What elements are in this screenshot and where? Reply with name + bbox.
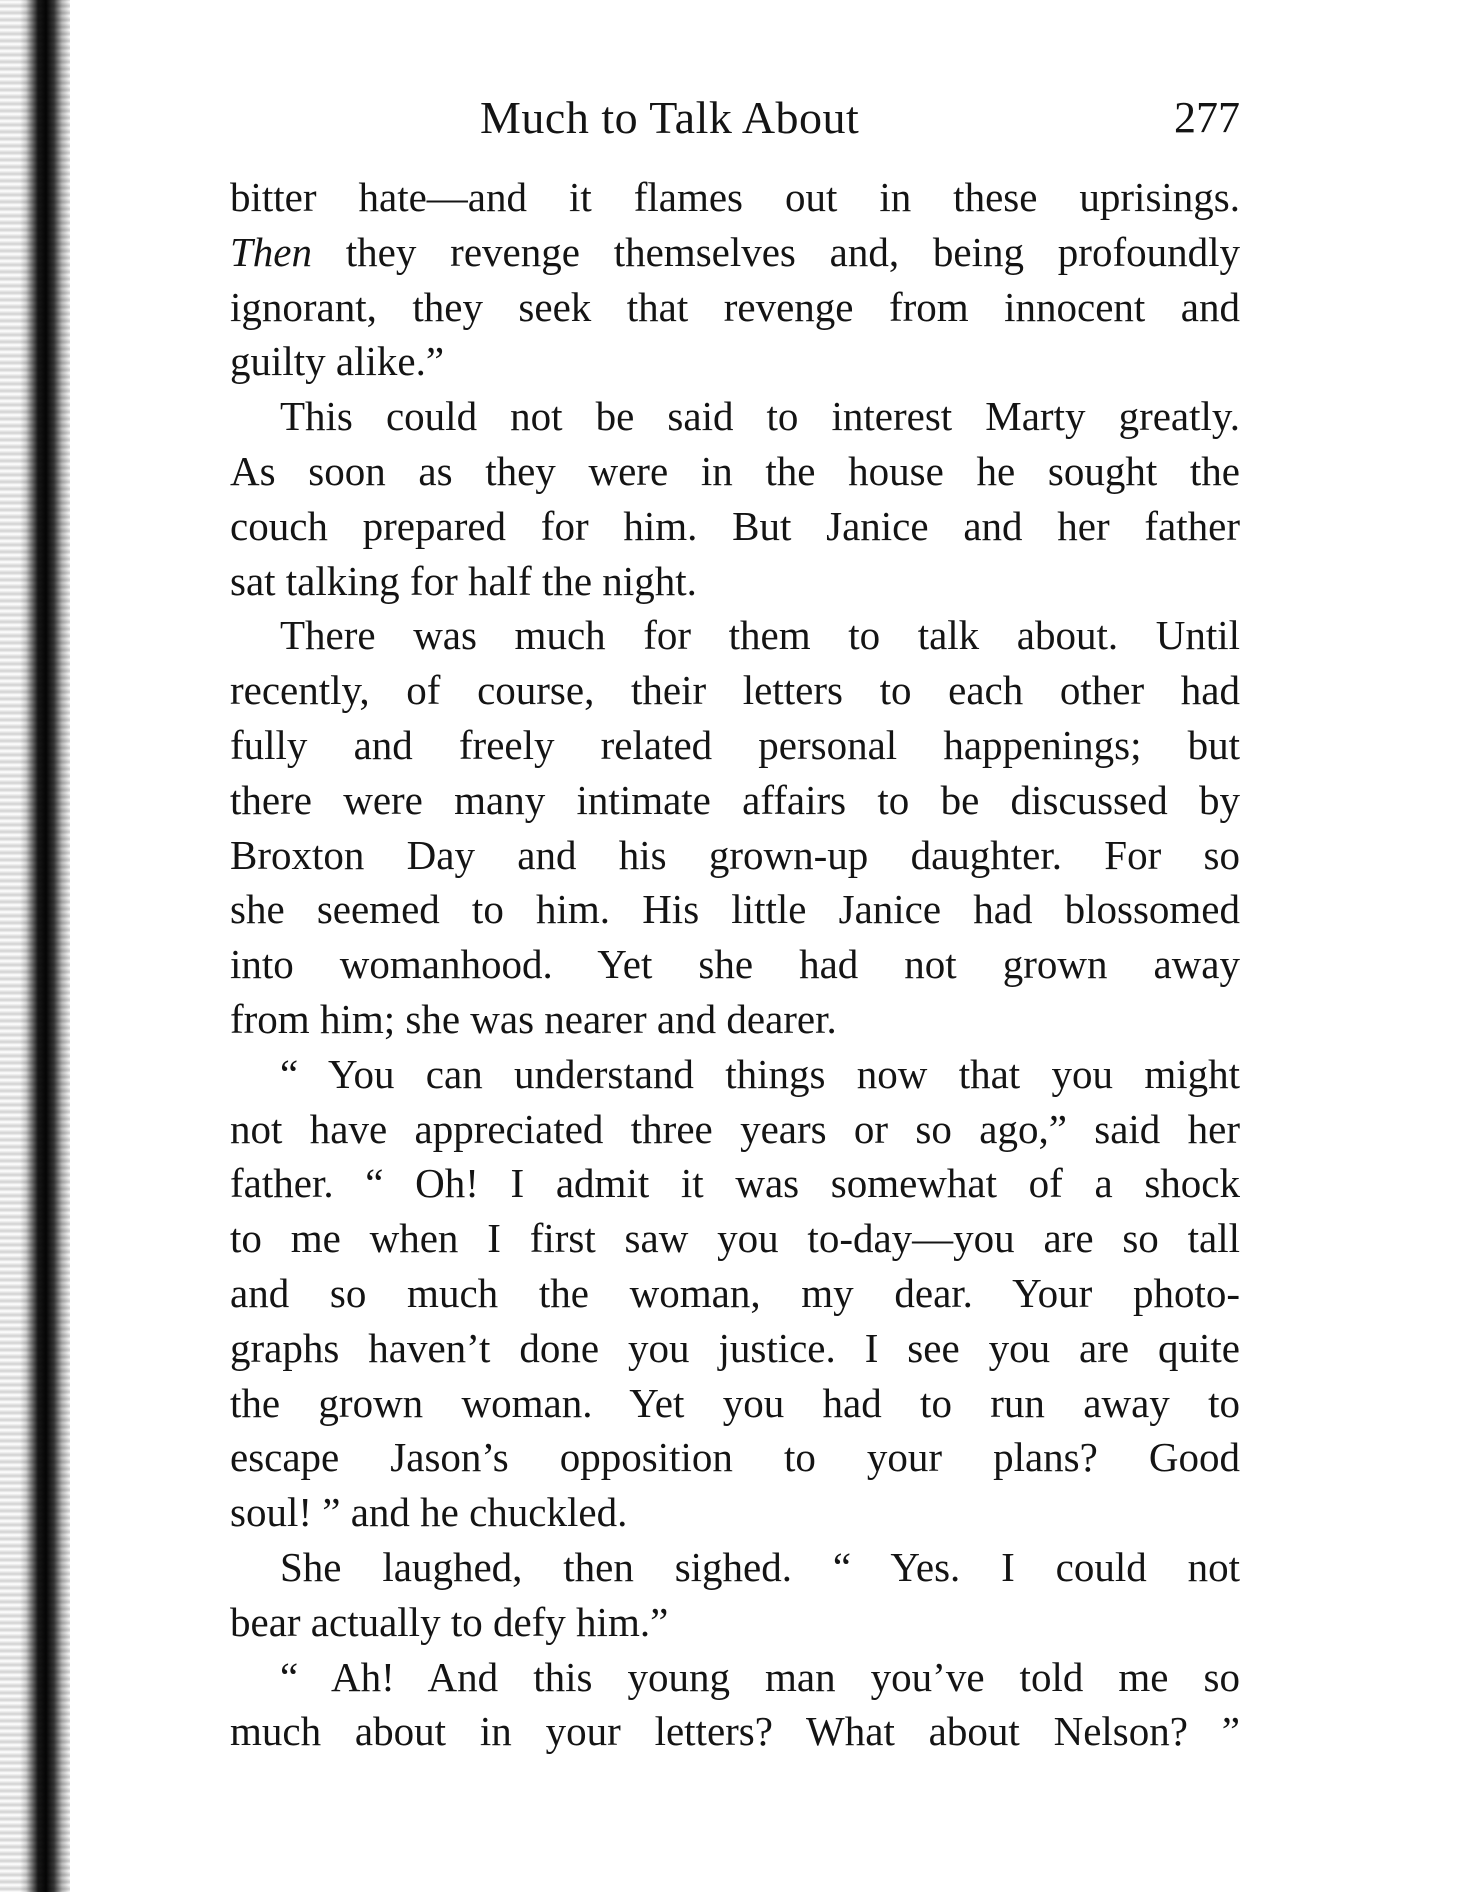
text-line: bear actually to defy him.” bbox=[230, 1598, 669, 1645]
text-line: father. “ Oh! I admit it was somewhat of a shock bbox=[230, 1160, 1240, 1207]
text-line: there were many intimate affairs to be discussed by bbox=[230, 776, 1240, 823]
text-line: she seemed to him. His little Janice had blossomed bbox=[230, 886, 1240, 933]
text-line: escape Jason’s opposition to your plans? Good bbox=[230, 1434, 1240, 1481]
line-text: they revenge themselves and, being profoundly bbox=[312, 228, 1240, 275]
text-line: much about in your letters? What about Nelson? ” bbox=[230, 1708, 1240, 1755]
text-line: She laughed, then sighed. “ Yes. I could not bbox=[280, 1543, 1240, 1590]
body-text bbox=[230, 170, 1240, 1759]
text-line: guilty alike.” bbox=[230, 338, 445, 385]
page-header bbox=[230, 88, 1240, 148]
text-line: “ You can understand things now that you might bbox=[280, 1050, 1240, 1097]
text-line: sat talking for half the night. bbox=[230, 557, 697, 604]
text-line: and so much the woman, my dear. Your photo- bbox=[230, 1269, 1240, 1316]
text-line: soul! ” and he chuckled. bbox=[230, 1489, 628, 1536]
text-line: from him; she was nearer and dearer. bbox=[230, 995, 837, 1042]
book-binding-edge bbox=[0, 0, 70, 1892]
text-line: fully and freely related personal happenings; but bbox=[230, 721, 1240, 768]
page-number: 277 bbox=[1174, 93, 1240, 142]
text-line: couch prepared for him. But Janice and her father bbox=[230, 502, 1240, 549]
text-line: ignorant, they seek that revenge from innocent and bbox=[230, 283, 1240, 330]
text-line: This could not be said to interest Marty greatly. bbox=[280, 393, 1240, 440]
text-line: “ Ah! And this young man you’ve told me so bbox=[280, 1653, 1240, 1700]
text-line bbox=[230, 225, 1240, 280]
text-line: As soon as they were in the house he sought the bbox=[230, 447, 1240, 494]
text-line: graphs haven’t done you justice. I see you are quite bbox=[230, 1324, 1240, 1371]
text-line: bitter hate—and it flames out in these uprisings. bbox=[230, 174, 1240, 220]
running-title: Much to Talk About bbox=[480, 92, 860, 143]
text-line: to me when I first saw you to-day—you are so tall bbox=[230, 1215, 1240, 1262]
text-line: the grown woman. Yet you had to run away to bbox=[230, 1379, 1240, 1426]
text-line: not have appreciated three years or so ago,” said her bbox=[230, 1105, 1240, 1152]
text-line: recently, of course, their letters to each other had bbox=[230, 667, 1240, 714]
italic-word: Then bbox=[230, 228, 312, 275]
text-line: There was much for them to talk about. Until bbox=[280, 612, 1240, 659]
text-line: Broxton Day and his grown-up daughter. For so bbox=[230, 831, 1240, 878]
text-line: into womanhood. Yet she had not grown away bbox=[230, 941, 1240, 988]
